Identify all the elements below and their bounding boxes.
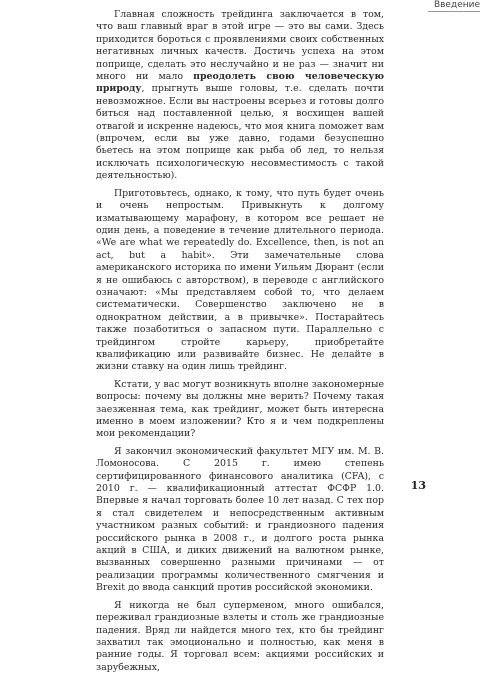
paragraph-text: , прыгнуть выше головы, т.е. сделать почти невозможное. Если вы настроены всерьез и готовы долго биться над поставленной целью, я восхищен вашей отвагой и искренне надеюсь, что моя книга поможет вам (впрочем, если вы уже давно, годами безуспешно бьетесь на этом поприще как рыба об лед, то нельзя исключать психологическую несовместимость с такой деятельностью). [96,83,384,182]
paragraph-text: Главная сложность трейдинга заключается в том, что ваш главный враг в этой игре — это вы сами. Здесь приходится бороться с проявлениями своих собственных негативных личных качеств. Достичь успеха на этом поприще, сделать это неслучайно и не раз — значит ни много ни мало [96,9,384,83]
paragraph-text: Я никогда не был суперменом, много ошибался, переживал грандиозные взлеты и столь же грандиозные падения. Вряд ли найдется много тех, кто бы трейдинг захватил так эмоционально и полностью, как меня в ранние годы. Я торговал всем: акциями российских и зарубежных, [96,599,384,673]
paragraph-2 [96,188,384,374]
paragraph-3 [96,379,384,441]
paragraph-5 [96,600,384,674]
emphasis-text: преодолеть свою человеческую природу [96,71,384,95]
paragraph-text: Я закончил экономический факультет МГУ им. М. В. Ломоносова. С 2015 г. имею степень сертифицированного финансового аналитика (CFA), с 2010 г. — квалификационный аттестат ФСФР 1.0. Впервые я начал торговать более 10 лет назад. С тех пор я стал свидетелем и непосредственным активным участником разных событий: и грандиозного падения российского рынка в 2008 г., и долгого роста рынка акций в США, и диких движений на валютном рынке, вызванных совершенно разными причинами — от реализации программы количественного смягчения и Brexit до ввода санкций против российской экономики. [96,445,384,594]
paragraph-text: Приготовьтесь, однако, к тому, что путь будет очень и очень непростым. Привыкнуть к долгому изматывающему марафону, в котором все решает не один день, а поведение в течение длительного периода. «We are what we repeatedly do. Excellence, then, is not an act, but a habit». Эти замечательные слова американского историка по имени Уильям Дюрант (если я не ошибаюсь с авторством), в переводе с английского означают: «Мы представляем собой то, что делаем систематически. Совершенство заключено не в однократном действии, а в привычке». Постарайтесь также позаботиться о запасном пути. Параллельно с трейдингом стройте карьеру, приобретайте квалификацию или развивайте бизнес. Не делайте в жизни ставку на один лишь трейдинг. [96,187,384,373]
paragraph-text: Кстати, у вас могут возникнуть вполне закономерные вопросы: почему вы должны мне верить? Почему такая заезженная тема, как трейдинг, может быть интересна именно в моем изложении? Кто я и чем подкреплены мои рекомендации? [96,378,384,440]
page-number: 13 [410,479,426,492]
page-body [96,9,384,674]
paragraph-1 [96,9,384,183]
running-header: Введение [428,0,480,12]
paragraph-4 [96,446,384,595]
